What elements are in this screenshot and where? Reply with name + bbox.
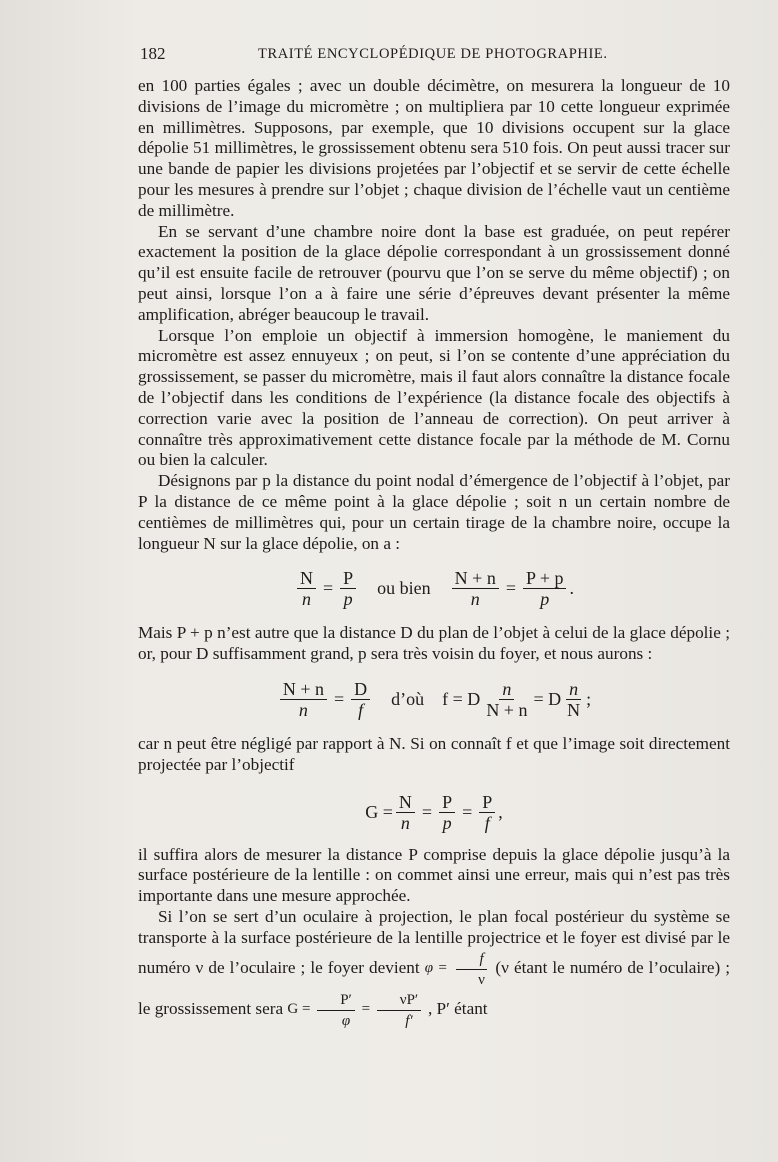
- numerator: N + n: [452, 568, 499, 589]
- paragraph-1: en 100 parties égales ; avec un double décimètre, on mesurera la longueur de 10 divisions de l’image du micromètre ; on multipliera par 10 cette longueur exprimée en millimètres. Supposons, par exemple, que 10 divisions occupent sur la glace dépolie 51 millimètres, le grossissement obtenu sera 510 fois. On peut aussi tracer sur une bande de papier les divisions projetées par l’objectif et se servir de cette échelle pour les mesures à prendre sur l’objet ; chaque division de l’échelle vaut un centième de millimètre.: [138, 76, 730, 220]
- numerator: N: [396, 792, 415, 813]
- formula-magnification: [138, 792, 730, 833]
- page-body: [138, 76, 730, 1031]
- denominator: n: [302, 589, 311, 610]
- inline-formula-phi: [424, 950, 496, 988]
- denominator: n: [298, 699, 308, 720]
- formula-end-punct: ,: [498, 801, 503, 822]
- f-equals-D: f = D: [442, 689, 481, 710]
- phi-equals: φ =: [424, 960, 448, 977]
- equals-sign: =: [462, 801, 473, 822]
- fraction-n-over-N: [564, 679, 583, 720]
- numerator: D: [351, 679, 370, 700]
- formula-focal: [138, 679, 730, 720]
- denominator: n: [470, 589, 480, 610]
- denominator: N + n: [486, 699, 528, 720]
- denominator: N: [567, 699, 581, 720]
- paragraph-5: Mais P + p n’est autre que la distance D du plan de l’objet à celui de la glace dépolie ; or, pour D suffisamment grand, p sera très voisin du foyer, et nous aurons :: [138, 623, 730, 664]
- formula-end-punct: .: [569, 578, 574, 599]
- fraction-P-over-f: [479, 792, 495, 833]
- equals-sign: =: [323, 578, 334, 599]
- equals-sign: =: [505, 578, 516, 599]
- G-equals: G =: [365, 801, 393, 822]
- denominator: p: [442, 812, 452, 833]
- paragraph-7: il suffira alors de mesurer la distance P comprise depuis la glace dépolie jusqu’à la surface postérieure de la lentille : on commet ainsi une erreur, mais qui n’est pas très importante dans une mesure approchée.: [138, 844, 730, 906]
- fraction-Nn-over-n: [452, 568, 499, 609]
- numerator: n: [566, 679, 581, 700]
- paragraph-3: Lorsque l’on emploie un objectif à immersion homogène, le maniement du micromètre est assez ennuyeux ; on peut, si l’on se contente d’une appréciation du grossissement, se passer du micromètre, mais il faut alors connaître la distance focale de l’objectif dans les conditions de l’expérience (la distance focale des objectifs à correction varie avec la position de l’anneau de correction). On peut arriver à connaître très approximativement cette distance focale par la méthode de M. Cornu ou bien la calculer.: [138, 325, 730, 470]
- numerator: P: [439, 792, 455, 813]
- fraction-N-over-n: [297, 568, 316, 609]
- denominator: ν: [478, 971, 485, 988]
- paragraph-4: Désignons par p la distance du point nodal d’émergence de l’objectif à l’objet, par P la distance de ce même point à la glace dépolie ; soit n un certain nombre de centièmes de millimètres qui, pour un certain tirage de la chambre noire, occupe la longueur N sur la glace dépolie, on a :: [138, 471, 730, 553]
- formula-connector: ou bien: [377, 578, 431, 599]
- formula-ratio: [138, 568, 730, 609]
- denominator: n: [400, 812, 410, 833]
- paragraph-6: car n peut être négligé par rapport à N. Si on connaît f et que l’image soit directement projectée par l’objectif: [138, 733, 730, 774]
- numerator: N + n: [280, 679, 327, 700]
- fraction-P-over-p: [340, 568, 356, 609]
- fraction-n-over-Nn: [483, 679, 530, 720]
- numerator: n: [499, 679, 514, 700]
- fraction-N-over-n: [396, 792, 415, 833]
- denominator: f′: [405, 1012, 413, 1029]
- paragraph-2: En se servant d’une chambre noire dont la base est graduée, on peut repérer exactement la position de la glace dépolie correspondant à un grossissement donné qu’il est ensuite facile de retrouver (pourvu que l’on se serve du même objectif) ; on peut ainsi, lorsque l’on a à faire une série d’épreuves devant présenter la même amplification, abréger beaucoup le travail.: [138, 221, 730, 324]
- equals-sign: =: [421, 801, 433, 822]
- paragraph-8-part-2: (ν étant le numéro de l’oculaire) ; le grossissement sera: [138, 957, 731, 1018]
- formula-connector: d’où: [391, 689, 425, 710]
- running-head: TRAITÉ ENCYCLOPÉDIQUE DE PHOTOGRAPHIE.: [258, 46, 608, 62]
- denominator: f: [484, 812, 490, 833]
- fraction-D-over-f: [351, 679, 370, 720]
- numerator: P: [479, 792, 495, 813]
- paragraph-8: [138, 907, 730, 1031]
- denominator: φ: [341, 1012, 351, 1029]
- fraction-P-over-p: [439, 792, 455, 833]
- fraction-f-over-nu: [455, 949, 488, 990]
- numerator: N: [297, 568, 316, 589]
- denominator: p: [540, 589, 550, 610]
- numerator: νP′: [377, 990, 421, 1011]
- equals-sign: =: [334, 689, 345, 710]
- numerator: P: [340, 568, 356, 589]
- fraction-Pprime-over-phi: [317, 990, 355, 1031]
- formula-end-punct: ;: [586, 689, 592, 710]
- equals-sign: =: [361, 1001, 371, 1018]
- fraction-Nn-over-n: [280, 679, 327, 720]
- page-number: 182: [140, 44, 166, 63]
- equals-D: = D: [533, 689, 562, 710]
- G-equals: G =: [287, 1001, 311, 1018]
- denominator: f: [358, 699, 364, 720]
- numerator: f: [456, 949, 486, 970]
- numerator: P + p: [523, 568, 567, 589]
- paragraph-8-part-1: Si l’on se sert d’un oculaire à projection, le plan focal postérieur du système se transporte à la surface postérieure de la lentille projectrice et le foyer est divisé par le numéro ν de l’oculaire ; le foyer devient: [138, 906, 730, 977]
- numerator: P′: [317, 990, 355, 1011]
- fraction-nuPprime-over-fprime: [377, 990, 421, 1031]
- denominator: p: [343, 589, 353, 610]
- paragraph-8-part-3: , P′ étant: [427, 998, 488, 1018]
- fraction-Pp-over-p: [523, 568, 567, 609]
